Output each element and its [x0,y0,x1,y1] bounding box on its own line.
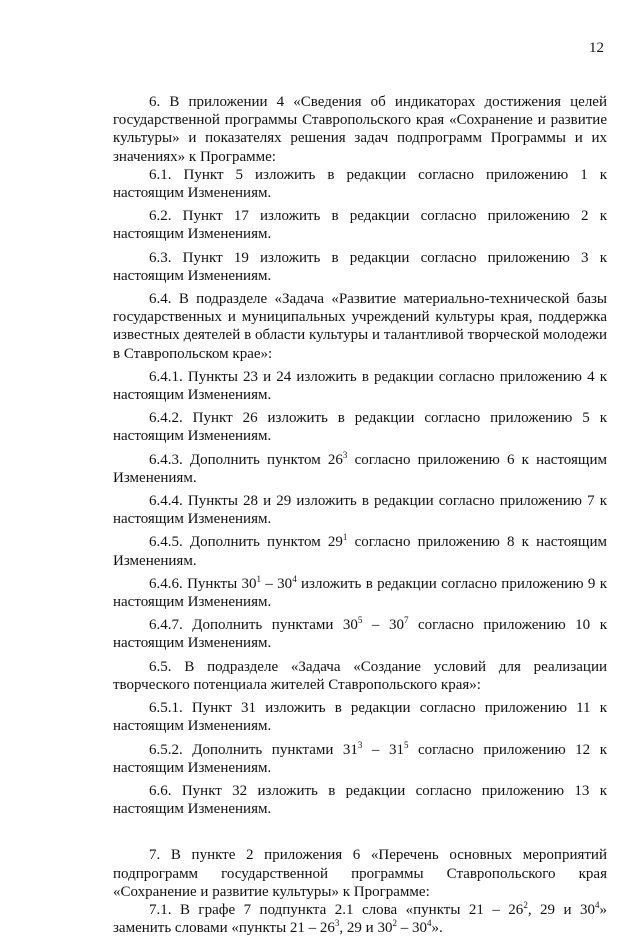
paragraph-p6-4-2 [113,409,607,445]
paragraph-p6-2 [113,207,607,243]
text-run: – 30 [261,575,293,592]
paragraph-p6-5 [113,658,607,694]
superscript: 2 [523,899,528,910]
superscript: 4 [426,918,432,929]
text-run: 6.4.4. Пункты 28 и 29 изложить в редакции согласно приложению 7 к настоящим Изменениям. [113,493,607,528]
paragraph-p6-4-1 [113,368,607,404]
paragraph-p6-4 [113,290,607,363]
document-body [113,93,607,937]
superscript: 1 [256,573,262,584]
page-number: 12 [589,40,604,56]
text-run: , 29 и 30 [339,920,393,937]
superscript: 4 [594,899,600,910]
text-run: – 30 [362,617,404,634]
superscript: 2 [392,918,397,929]
text-run: согласно приложению 6 к настоящим Изменениям. [113,451,607,486]
paragraph-p6-4-6 [113,575,607,611]
paragraph-p6-4-7 [113,616,607,652]
superscript: 5 [357,615,363,626]
text-run: согласно приложению 10 к настоящим Изменениям. [113,617,608,652]
text-run: , 29 и 30 [527,901,595,918]
text-run: согласно приложению 12 к настоящим Изменениям. [113,741,608,776]
text-run: 7.1. В графе 7 подпункта 2.1 слова «пункты 21 – 26 [149,901,524,918]
text-run: – 30 [396,920,427,937]
text-run: изложить в редакции согласно приложению 9 к настоящим Изменениям. [113,575,608,611]
text-run: 6.4.7. Дополнить пунктами 30 [149,617,358,634]
paragraph-p6-6 [113,782,607,818]
text-run: 6.6. Пункт 32 изложить в редакции согласно приложению 13 к настоящим Изменениям. [113,782,607,818]
text-run: 6.4.1. Пункты 23 и 24 изложить в редакции согласно приложению 4 к настоящим Изменениям. [113,368,607,404]
text-run: 6.5. В подразделе «Задача «Создание условий для реализации творческого потенциала жителей Ставропольского края»: [113,658,607,693]
text-run: 6.1. Пункт 5 изложить в редакции согласно приложению 1 к настоящим Изменениям. [113,166,607,202]
text-run: 6.5.1. Пункт 31 изложить в редакции согласно приложению 11 к настоящим Изменениям. [113,700,607,735]
paragraph-p6-1 [113,166,607,202]
paragraph-p6-4-3 [113,451,607,487]
text-run: 6.5.2. Дополнить пунктами 31 [149,741,358,758]
superscript: 7 [403,615,409,626]
text-run: 6.2. Пункт 17 изложить в редакции согласно приложению 2 к настоящим Изменениям. [113,208,607,243]
paragraph-p7-1 [113,901,607,937]
text-run: – 31 [362,741,404,758]
paragraph-p7 [113,846,607,901]
text-run: 6.4.6. Пункты 30 [149,575,257,592]
text-run: 6.4.3. Дополнить пунктом 26 [149,451,343,468]
superscript: 1 [342,532,348,543]
text-run: 6.3. Пункт 19 изложить в редакции согласно приложению 3 к настоящим Изменениям. [113,249,607,284]
superscript: 3 [334,918,340,929]
paragraph-p6-5-1 [113,699,607,735]
superscript: 5 [403,739,409,750]
text-run: согласно приложению 8 к настоящим Изменениям. [113,534,607,569]
paragraph-p6 [113,93,607,166]
superscript: 3 [342,449,348,460]
text-run: 6.4. В подразделе «Задача «Развитие материально-технической базы государственных и муниципальных учреждений культуры края, поддержка известных деятелей в области культуры и талантливой творческой молодежи в Ставропольском крае»: [113,291,607,362]
text-run: » заменить словами «пункты 21 – 26 [113,901,607,937]
paragraph-p6-3 [113,249,607,285]
paragraph-p6-4-4 [113,492,607,528]
paragraph-p6-5-2 [113,741,607,777]
text-run: ». [431,920,443,937]
text-run: 6. В приложении 4 «Сведения об индикаторах достижения целей государственной программы Ставропольского края «Сохранение и развитие культуры» и показателях решения задач подпрограмм Программы и их значениях» к Программе: [113,94,607,165]
text-run: 6.4.2. Пункт 26 изложить в редакции согласно приложению 5 к настоящим Изменениям. [113,410,607,445]
superscript: 4 [292,573,297,584]
text-run: 6.4.5. Дополнить пунктом 29 [149,534,343,551]
paragraph-p6-4-5 [113,533,607,569]
superscript: 3 [357,739,363,750]
text-run: 7. В пункте 2 приложения 6 «Перечень основных мероприятий подпрограмм государственной программы Ставропольского края «Сохранение и развитие культуры» к Программе: [113,847,607,900]
